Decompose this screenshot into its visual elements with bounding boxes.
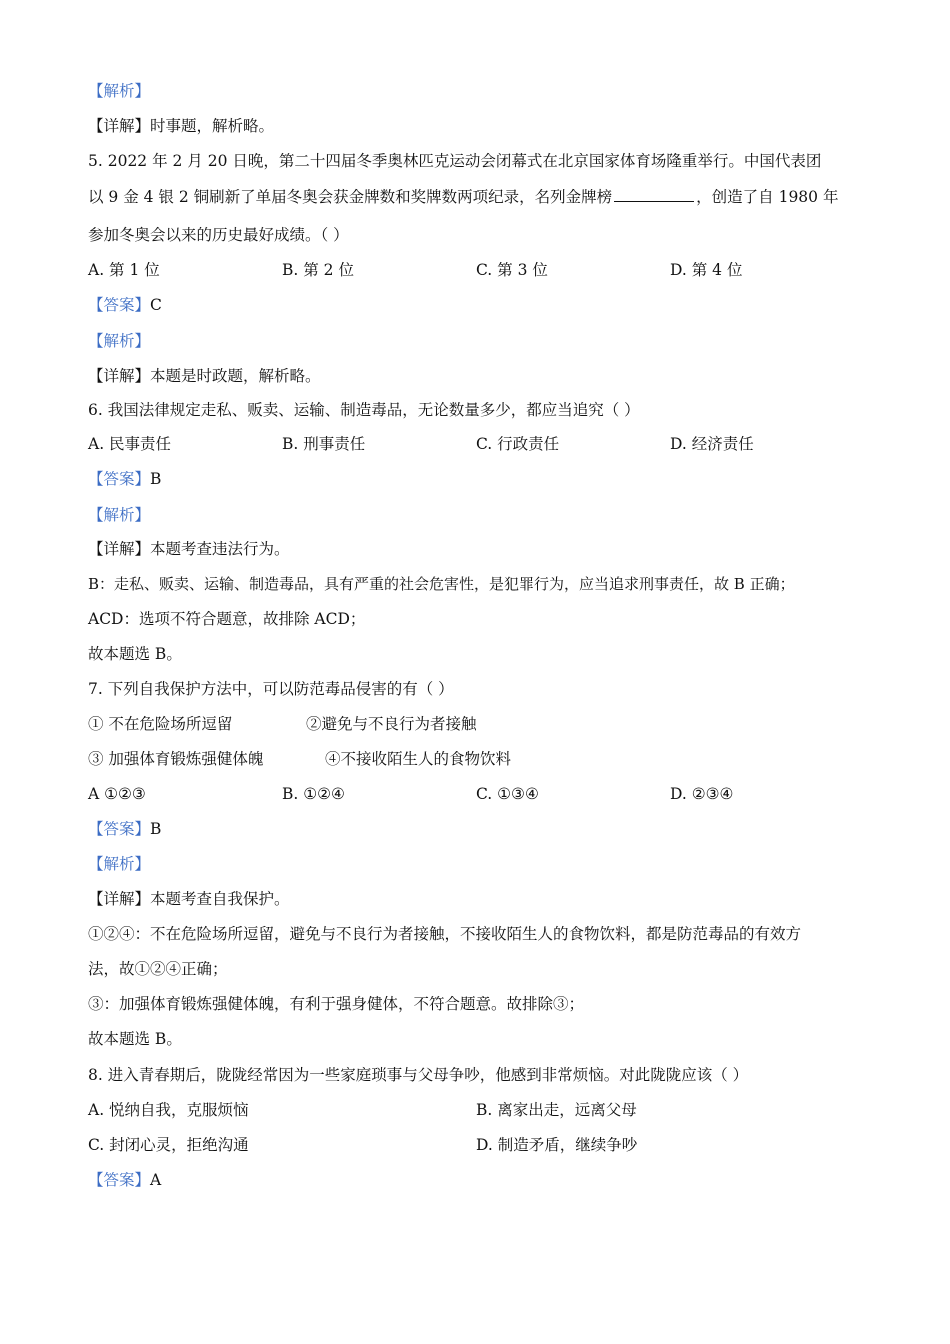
question-8-option-d: D. 制造矛盾，继续争吵 <box>476 1136 638 1154</box>
question-6-option-c: C. 行政责任 <box>476 435 560 453</box>
question-5-option-c: C. 第 3 位 <box>476 261 548 279</box>
question-6-analysis-label: 【解析】 <box>88 506 151 524</box>
question-7-option-d: D. ②③④ <box>670 785 734 803</box>
question-8-option-a: A. 悦纳自我，克服烦恼 <box>88 1101 249 1119</box>
question-5-stem: 5. 2022 年 2 月 20 日晚，第二十四届冬季奥林匹克运动会闭幕式在北京国家体育场隆重举行。中国代表团 <box>88 152 822 170</box>
question-6-answer: 【答案】B <box>88 470 162 488</box>
detail-label: 【详解】 <box>88 117 151 135</box>
question-8-option-b: B. 离家出走，远离父母 <box>476 1101 637 1119</box>
question-7-answer: 【答案】B <box>88 820 162 838</box>
question-7-explanation-line: ③：加强体育锻炼强健体魄，有利于强身健体，不符合题意。故排除③； <box>88 995 585 1013</box>
question-8-stem: 8. 进入青春期后，陇陇经常因为一些家庭琐事与父母争吵，他感到非常烦恼。对此陇陇应该（ ） <box>88 1066 749 1084</box>
question-5-detail: 【详解】本题是时政题，解析略。 <box>88 367 321 385</box>
question-8-answer: 【答案】A <box>88 1171 162 1189</box>
detail-line: 【详解】时事题，解析略。 <box>88 117 275 135</box>
question-7-item-1: ① 不在危险场所逗留 <box>88 715 233 733</box>
question-5-option-d: D. 第 4 位 <box>670 261 743 279</box>
question-7-item-4: ④不接收陌生人的食物饮料 <box>325 750 512 768</box>
question-5-stem-line3: 参加冬奥会以来的历史最好成绩。（ ） <box>88 226 349 244</box>
fill-blank <box>614 187 694 202</box>
question-6-detail: 【详解】本题考查违法行为。 <box>88 540 290 558</box>
question-5-analysis-label: 【解析】 <box>88 332 151 350</box>
question-7-detail: 【详解】本题考查自我保护。 <box>88 890 290 908</box>
question-6-explanation-line: ACD：选项不符合题意，故排除 ACD； <box>88 610 366 628</box>
question-6-option-b: B. 刑事责任 <box>282 435 366 453</box>
question-7-stem: 7. 下列自我保护方法中，可以防范毒品侵害的有（ ） <box>88 680 454 698</box>
analysis-label: 【解析】 <box>88 82 151 100</box>
question-8-option-c: C. 封闭心灵，拒绝沟通 <box>88 1136 249 1154</box>
question-5-stem-line2: 以 9 金 4 银 2 铜刷新了单届冬奥会获金牌数和奖牌数两项纪录，名列金牌榜 ，创造了自 1980 年 <box>88 188 839 206</box>
question-7-explanation-line: 法，故①②④正确； <box>88 960 228 978</box>
question-7-option-b: B. ①②④ <box>282 785 345 803</box>
question-7-analysis-label: 【解析】 <box>88 855 151 873</box>
question-6-stem: 6. 我国法律规定走私、贩卖、运输、制造毒品，无论数量多少，都应当追究（ ） <box>88 401 640 419</box>
question-6-option-d: D. 经济责任 <box>670 435 754 453</box>
question-7-item-3: ③ 加强体育锻炼强健体魄 <box>88 750 264 768</box>
question-6-conclusion: 故本题选 B。 <box>88 645 182 663</box>
question-6-explanation-line: B：走私、贩卖、运输、制造毒品，具有严重的社会危害性，是犯罪行为，应当追求刑事责任，故 B 正确； <box>88 575 795 593</box>
question-7-conclusion: 故本题选 B。 <box>88 1030 182 1048</box>
question-5-option-b: B. 第 2 位 <box>282 261 354 279</box>
question-5-answer: 【答案】C <box>88 296 162 314</box>
question-6-option-a: A. 民事责任 <box>88 435 172 453</box>
question-7-option-c: C. ①③④ <box>476 785 539 803</box>
question-7-explanation-line: ①②④：不在危险场所逗留，避免与不良行为者接触，不接收陌生人的食物饮料，都是防范毒品的有效方 <box>88 925 802 943</box>
question-7-option-a: A ①②③ <box>88 785 146 803</box>
question-5-option-a: A. 第 1 位 <box>88 261 160 279</box>
question-7-item-2: ②避免与不良行为者接触 <box>306 715 477 733</box>
